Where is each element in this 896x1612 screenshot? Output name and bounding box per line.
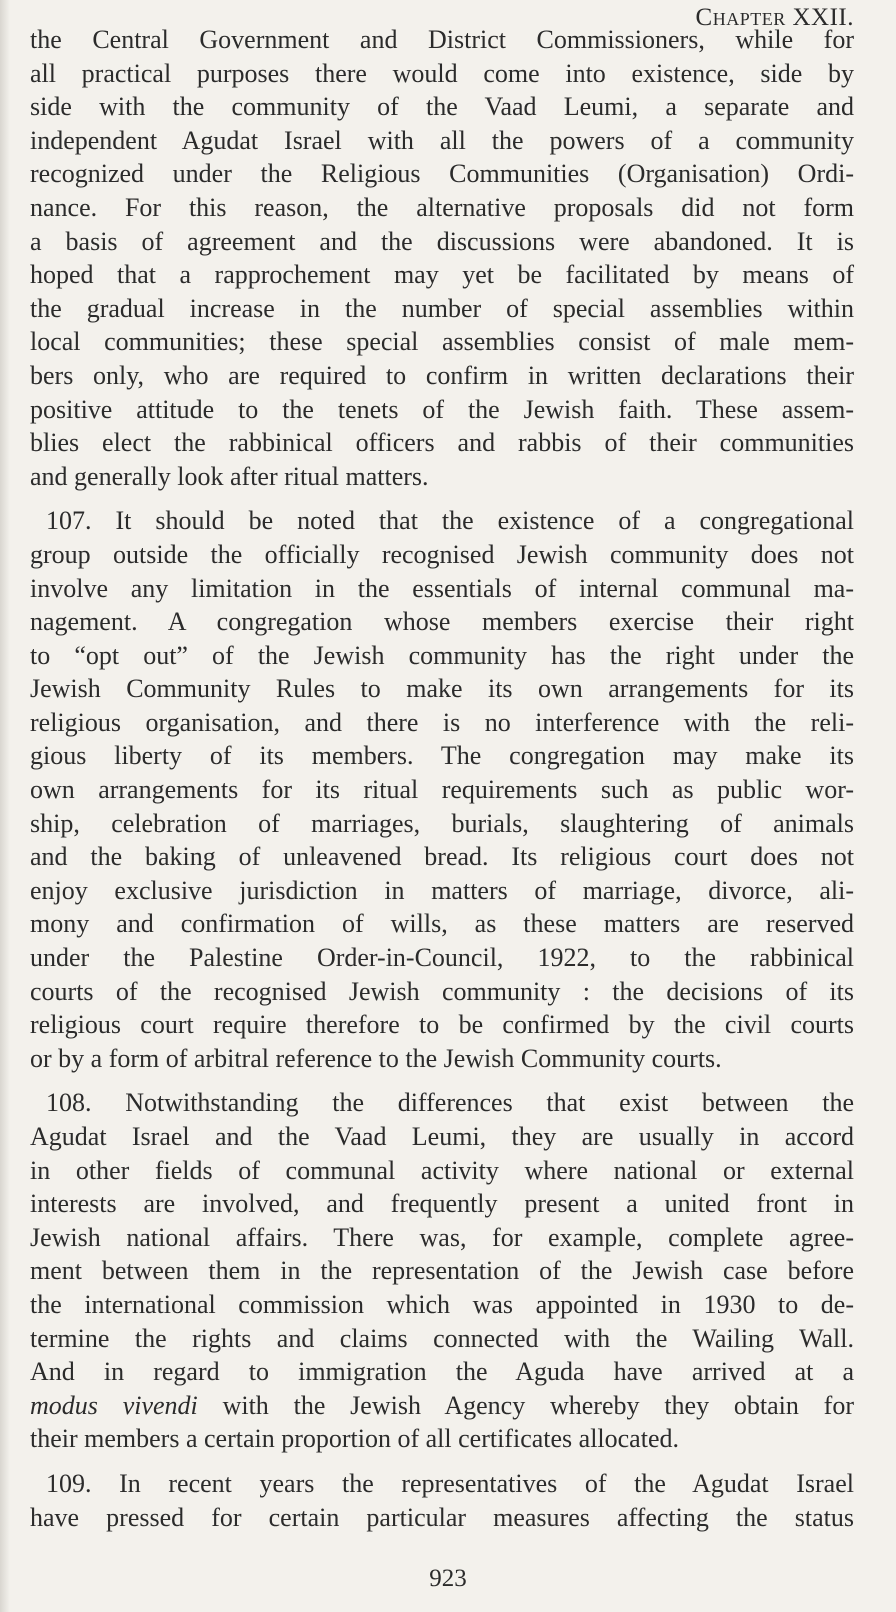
text-line: to “opt out” of the Jewish community has the right under the (30, 640, 854, 670)
text-line: in other fields of communal activity where national or external (30, 1155, 854, 1185)
text-line: a basis of agreement and the discussions were abandoned. It is (30, 226, 854, 256)
text-line: and the baking of unleavened bread. Its religious court does not (30, 842, 854, 872)
text-line: gious liberty of its members. The congregation may make its (30, 741, 854, 771)
text-line: And in regard to immigration the Aguda have arrived at a (30, 1357, 854, 1387)
text-line: Jewish Community Rules to make its own arrangements for its (30, 674, 854, 704)
text-line: Agudat Israel and the Vaad Leumi, they are usually in accord (30, 1122, 854, 1151)
text-line: side with the community of the Vaad Leumi, a separate and (30, 92, 854, 122)
text-line: nagement. A congregation whose members exercise their right (30, 607, 854, 637)
text-line: 108. Notwithstanding the differences that exist between the (46, 1088, 854, 1118)
text-line: the Central Government and District Commissioners, while for (30, 25, 854, 54)
text-line: termine the rights and claims connected with the Wailing Wall. (30, 1323, 854, 1353)
text-line: ship, celebration of marriages, burials, slaughtering of animals (30, 808, 854, 838)
text-line: enjoy exclusive jurisdiction in matters of marriage, divorce, ali- (30, 875, 854, 905)
text-line: the gradual increase in the number of special assemblies within (30, 293, 854, 323)
text-line: positive attitude to the tenets of the Jewish faith. These assem- (30, 394, 854, 424)
text-line (30, 1389, 854, 1423)
text-line: all practical purposes there would come into existence, side by (30, 58, 854, 88)
text-line: the international commission which was appointed in 1930 to de- (30, 1289, 854, 1319)
text-line: ment between them in the representation of the Jewish case before (30, 1256, 854, 1286)
text-line: independent Agudat Israel with all the powers of a community (30, 125, 854, 155)
text-line: recognized under the Religious Communities (Organisation) Ordi- (30, 159, 854, 189)
text-line: religious organisation, and there is no interference with the reli- (30, 707, 854, 737)
text-line: bers only, who are required to confirm in written declarations their (30, 360, 854, 390)
text-line: and generally look after ritual matters. (30, 461, 429, 491)
text-line: hoped that a rapprochement may yet be facilitated by means of (30, 260, 854, 290)
paragraph (30, 1467, 854, 1534)
page-number: 923 (429, 1565, 467, 1592)
text-line: interests are involved, and frequently present a united front in (30, 1189, 854, 1219)
text-line: own arrangements for its ritual requirements such as public wor- (30, 775, 854, 805)
text-line: nance. For this reason, the alternative proposals did not form (30, 192, 854, 222)
text-line: mony and confirmation of wills, as these matters are reserved (30, 909, 854, 939)
text-line: have pressed for certain particular measures affecting the status (30, 1502, 854, 1532)
paragraph (30, 1086, 854, 1456)
text-line: religious court require therefore to be confirmed by the civil courts (30, 1010, 854, 1040)
text-line: blies elect the rabbinical officers and rabbis of their communities (30, 428, 854, 458)
text-line: local communities; these special assemblies consist of male mem- (30, 327, 854, 357)
page-body (30, 23, 854, 1545)
text-line: 109. In recent years the representatives of the Agudat Israel (46, 1468, 854, 1498)
text-line: their members a certain proportion of all certificates allocated. (30, 1424, 679, 1454)
line-remainder: with the Jewish Agency whereby they obtain for (197, 1390, 854, 1420)
text-line: Jewish national affairs. There was, for example, complete agree- (30, 1222, 854, 1252)
text-line: 107. It should be noted that the existence of a congregational (46, 506, 854, 536)
text-line: courts of the recognised Jewish community : the decisions of its (30, 976, 854, 1006)
italic-phrase: modus vivendi (30, 1390, 198, 1420)
scan-edge-shadow (0, 0, 10, 1612)
text-line: or by a form of arbitral reference to the Jewish Community courts. (30, 1043, 722, 1073)
paragraph (30, 504, 854, 1075)
text-line: group outside the officially recognised Jewish community does not (30, 539, 854, 569)
paragraph (30, 23, 854, 493)
text-line: involve any limitation in the essentials of internal communal ma- (30, 573, 854, 603)
chapter-header: Chapter XXII. (695, 4, 854, 31)
text-line: under the Palestine Order-in-Council, 1922, to the rabbinical (30, 943, 854, 973)
